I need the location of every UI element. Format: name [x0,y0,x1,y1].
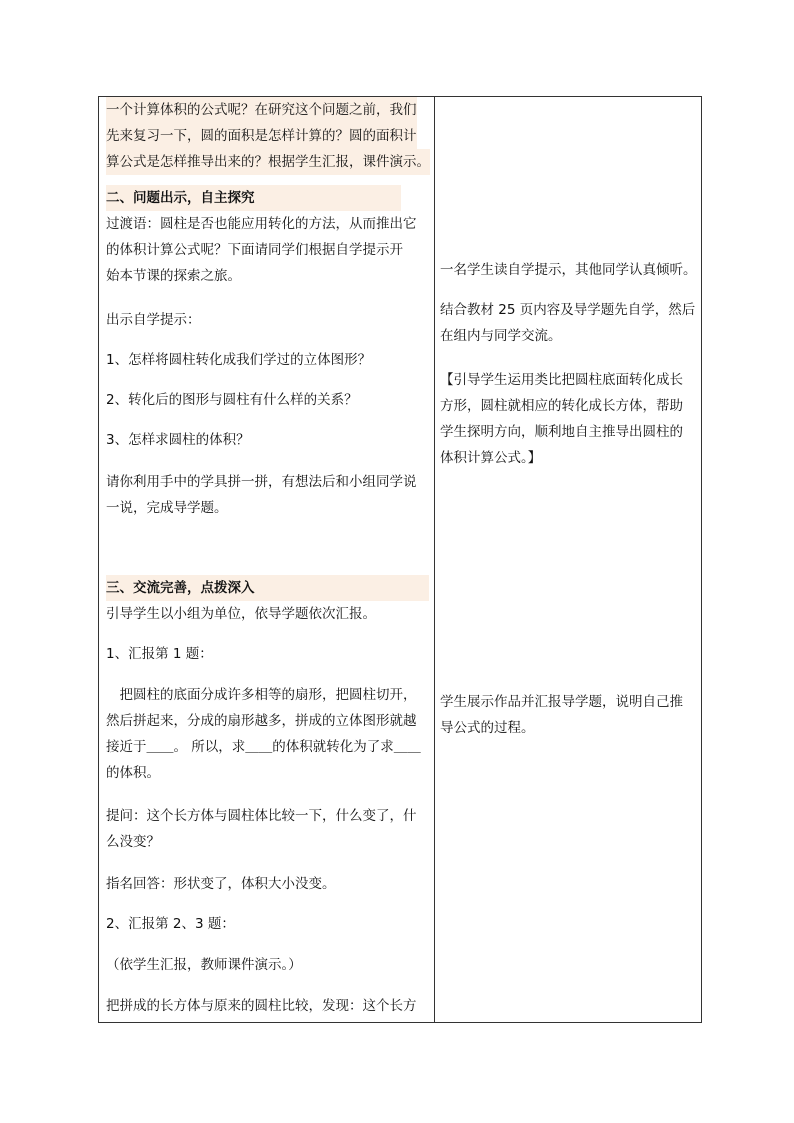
question-line-1: 提问：这个长方体与圆柱体比较一下，什么变了，什 [106,808,417,824]
report1-line-1: 把圆柱的底面分成许多相等的扇形，把圆柱切开， [106,687,417,703]
prompt-question-2: 2、转化后的图形与圆柱有什么样的关系？ [106,392,358,408]
report23-note: （依学生汇报，教师课件演示。） [106,957,302,973]
report23-title: 2、汇报第 2、3 题： [106,916,235,932]
prompt-question-1: 1、怎样将圆柱转化成我们学过的立体图形？ [106,352,372,368]
guidance-line-1: 【引导学生运用类比把圆柱底面转化成长 [440,372,683,388]
report1-title: 1、汇报第 1 题： [106,646,213,662]
intro-line-2: 先来复习一下，圆的面积是怎样计算的？圆的面积计 [106,123,417,149]
intro-line-3: 算公式是怎样推导出来的？根据学生汇报，课件演示。 [106,149,430,175]
showcase-line-2: 导公式的过程。 [440,720,535,736]
read-prompt: 一名学生读自学提示，其他同学认真倾听。 [440,262,697,278]
report1-line-4: 的体积。 [106,765,160,781]
transition-line-2: 的体积计算公式呢？下面请同学们根据自学提示开 [106,242,403,258]
section3-heading: 三、交流完善，点拨深入 [106,575,429,601]
prompt-question-3: 3、怎样求圆柱的体积？ [106,432,250,448]
instruction-line-2: 一说，完成导学题。 [106,500,228,516]
guidance-line-4: 体积计算公式。】 [440,450,542,466]
showcase-line-1: 学生展示作品并汇报导学题，说明自己推 [440,694,683,710]
answer: 指名回答：形状变了，体积大小没变。 [106,876,336,892]
intro-line-1: 一个计算体积的公式呢？在研究这个问题之前，我们 [106,97,417,123]
question-line-2: 么没变？ [106,834,160,850]
transition-line-1: 过渡语：圆柱是否也能应用转化的方法，从而推出它 [106,216,417,232]
report-intro: 引导学生以小组为单位，依导学题依次汇报。 [106,606,376,622]
report1-line-2: 然后拼起来，分成的扇形越多，拼成的立体图形就越 [106,713,417,729]
self-study-line-1: 结合教材 25 页内容及导学题先自学，然后 [440,302,696,318]
column-divider [434,97,435,1022]
report1-line-3: 接近于＿＿。 所以，求＿＿的体积就转化为了求＿＿ [106,739,421,755]
guidance-line-2: 方形，圆柱就相应的转化成长方体，帮助 [440,398,683,414]
prompt-title: 出示自学提示： [106,312,201,328]
teacher-activity-column [106,97,429,1022]
section2-heading: 二、问题出示，自主探究 [106,185,401,211]
instruction-line-1: 请你利用手中的学具拼一拼，有想法后和小组同学说 [106,474,417,490]
transition-line-3: 始本节课的探索之旅。 [106,268,241,284]
lesson-plan-table [98,96,702,1023]
compare-line: 把拼成的长方体与原来的圆柱比较，发现：这个长方 [106,998,417,1014]
student-activity-column [440,97,698,1022]
self-study-line-2: 在组内与同学交流。 [440,328,562,344]
guidance-line-3: 学生探明方向，顺利地自主推导出圆柱的 [440,424,683,440]
